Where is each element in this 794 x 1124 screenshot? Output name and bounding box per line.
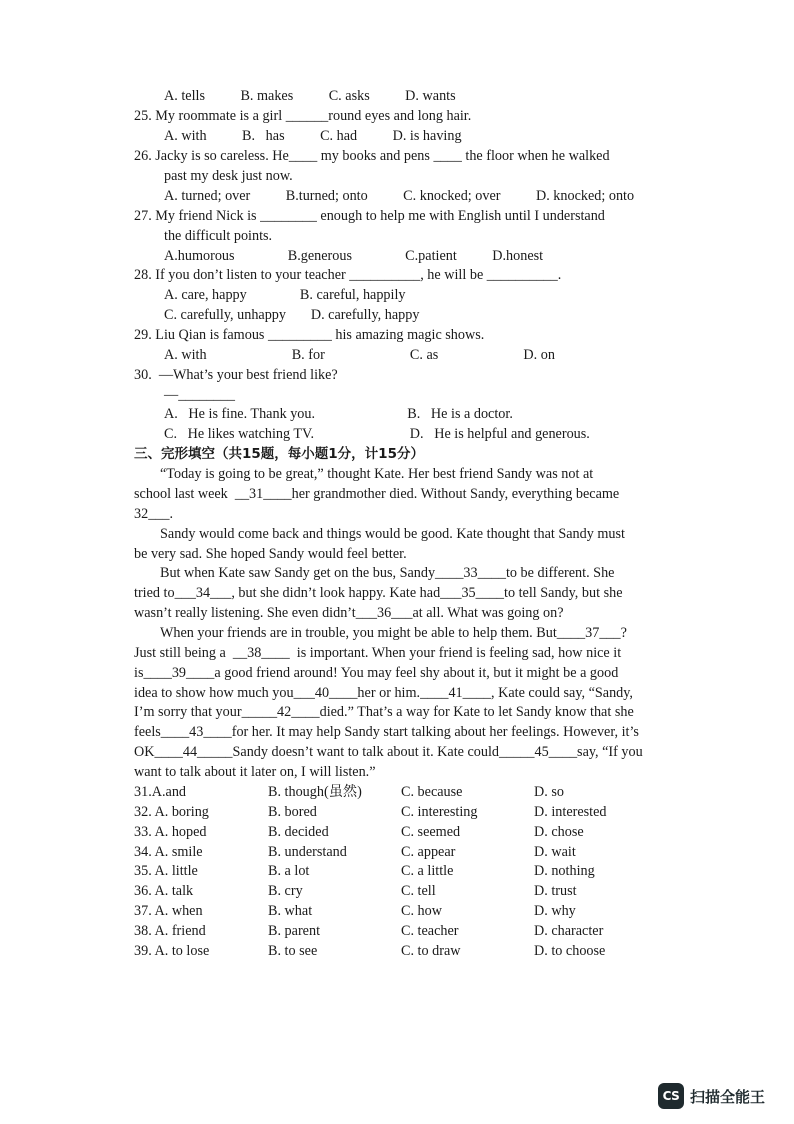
q24-options: A. tells B. makes C. asks D. wants [164,88,456,104]
option-a: 31.A.and [134,784,187,800]
option-b: B. cry [268,883,303,899]
option-a: 32. A. boring [134,804,209,820]
option-c: C. because [401,784,463,800]
passage-line: I’m sorry that your_____42____died.” That’s a way for Kate to let Sandy know that she [134,704,634,720]
q25-options: A. with B. has C. had D. is having [164,128,462,144]
option-d: D. nothing [534,863,595,879]
passage-line: be very sad. She hoped Sandy would feel better. [134,546,407,562]
passage-line: 32___. [134,506,174,522]
q27-options: A.humorous B.generous C.patient D.honest [164,248,544,264]
option-b: B. parent [268,923,321,939]
passage-line: want to talk about it later on, I will listen.” [134,764,376,780]
option-c: C. how [401,903,442,919]
option-c: C. teacher [401,923,459,939]
option-d: D. chose [534,824,584,840]
option-d: D. so [534,784,564,800]
option-c: C. a little [401,863,454,879]
option-d: D. trust [534,883,577,899]
passage-line: school last week __31____her grandmother died. Without Sandy, everything became [134,486,620,502]
option-a: 36. A. talk [134,883,194,899]
option-a: 33. A. hoped [134,824,207,840]
passage-line: feels____43____for her. It may help Sandy start talking about her feelings. However, it’s [134,724,639,740]
camscanner-watermark [658,1082,765,1110]
watermark-text: 扫描全能王 [690,1087,766,1106]
q26-stem-cont: past my desk just now. [164,168,293,184]
passage-line: Just still being a __38____ is important. When your friend is feeling sad, how nice it [134,645,622,661]
option-c: C. tell [401,883,436,899]
passage-line: When your friends are in trouble, you might be able to help them. But____37___? [160,625,627,641]
section-heading: 三、完形填空（共15题，每小题1分，计15分） [134,446,424,462]
q26-stem: 26. Jacky is so careless. He____ my books and pens ____ the floor when he walked [134,148,610,164]
option-c: C. appear [401,844,456,860]
option-c: C. interesting [401,804,478,820]
passage-line: wasn’t really listening. She even didn’t___36___at all. What was going on? [134,605,564,621]
option-b: B. what [268,903,313,919]
q29-options: A. with B. for C. as D. on [164,347,555,363]
q28-options-ab: A. care, happy B. careful, happily [164,287,406,303]
option-b: B. bored [268,804,317,820]
q27-stem-cont: the difficult points. [164,228,273,244]
option-a: 37. A. when [134,903,203,919]
option-b: B. decided [268,824,329,840]
q30-stem: 30. —What’s your best friend like? [134,367,338,383]
passage-line: OK____44_____Sandy doesn’t want to talk about it. Kate could_____45____say, “If you [134,744,643,760]
q26-options: A. turned; over B.turned; onto C. knocked; over D. knocked; onto [164,188,635,204]
option-c: C. to draw [401,943,461,959]
passage-line: Sandy would come back and things would be good. Kate thought that Sandy must [160,526,625,542]
q30-options-ab: A. He is fine. Thank you. B. He is a doctor. [164,406,513,422]
option-b: B. to see [268,943,318,959]
option-b: B. understand [268,844,347,860]
option-a: 34. A. smile [134,844,203,860]
option-a: 39. A. to lose [134,943,210,959]
option-a: 38. A. friend [134,923,206,939]
passage-line: tried to___34___, but she didn’t look happy. Kate had___35____to tell Sandy, but she [134,585,623,601]
passage-line: idea to show how much you___40____her or him.____41____, Kate could say, “Sandy, [134,685,633,701]
passage-line: is____39____a good friend around! You may feel shy about it, but it might be a good [134,665,619,681]
option-d: D. to choose [534,943,606,959]
q25-stem: 25. My roommate is a girl ______round eyes and long hair. [134,108,472,124]
option-c: C. seemed [401,824,461,840]
q29-stem: 29. Liu Qian is famous _________ his amazing magic shows. [134,327,485,343]
passage-line: “Today is going to be great,” thought Kate. Her best friend Sandy was not at [160,466,594,482]
option-d: D. wait [534,844,576,860]
option-b: B. a lot [268,863,310,879]
q27-stem: 27. My friend Nick is ________ enough to help me with English until I understand [134,208,605,224]
option-d: D. interested [534,804,607,820]
camscanner-logo-icon: CS [658,1083,684,1109]
option-d: D. character [534,923,604,939]
q28-options-cd: C. carefully, unhappy D. carefully, happy [164,307,420,323]
q30-dialog-blank: —________ [164,387,235,403]
q28-stem: 28. If you don’t listen to your teacher __________, he will be __________. [134,267,562,283]
option-a: 35. A. little [134,863,198,879]
option-b: B. though(虽然) [268,784,362,800]
q30-options-cd: C. He likes watching TV. D. He is helpful and generous. [164,426,590,442]
option-d: D. why [534,903,576,919]
passage-line: But when Kate saw Sandy get on the bus, Sandy____33____to be different. She [160,565,615,581]
